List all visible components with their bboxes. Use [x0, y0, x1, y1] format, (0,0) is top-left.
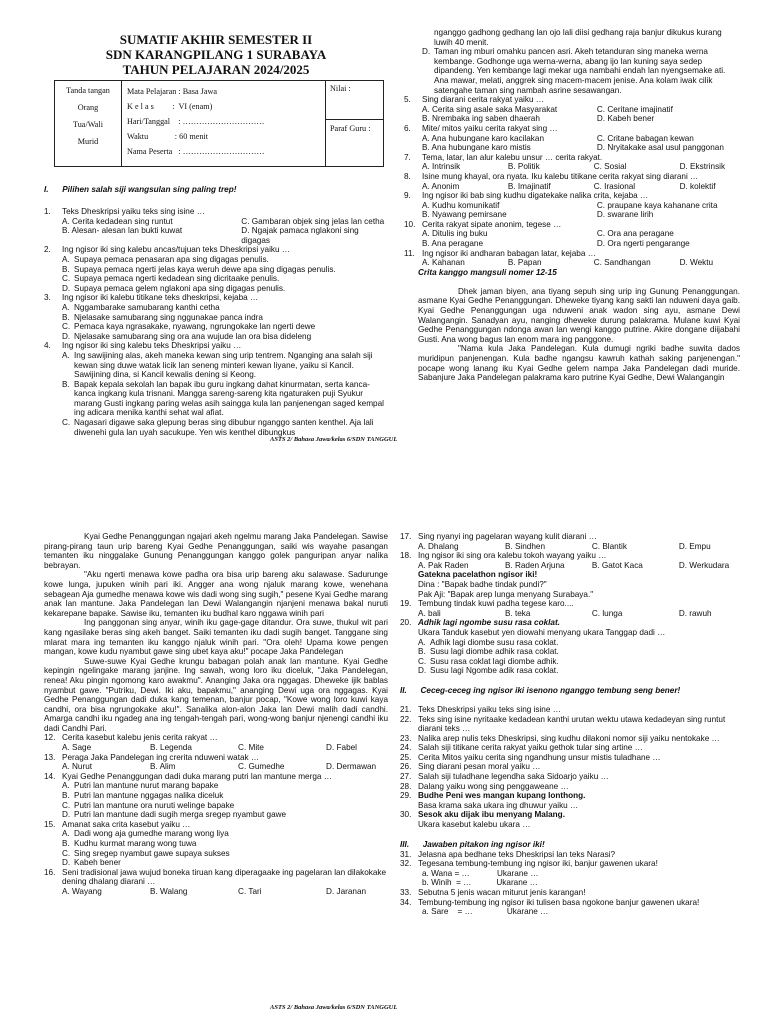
q10-option-a[interactable]: A. Ditulis ing buku [422, 229, 488, 239]
question-6: 6. Mite/ mitos yaiku cerita rakyat sing … A. Ana hubungane karo kacilakan C. Critane babagan kewan B. Ana hubungane karo mistis D. Nryitakake asal usul panggonan [404, 124, 740, 153]
q9-option-b[interactable]: B. Nyawang pemirsane [422, 210, 507, 220]
story-paragraph-4: "Aku ngerti menawa kowe padha ora bisa urip bareng aku salawase. Sadurunge kowe lunga, jupuken winih pari iki. Angger ana wong njaluk marang kowe, wenehana sebagean Aja gumedhe menawa kowe wis dadi wong sing sugih," pesene Kyai Gedhe marang anak lan mantune. Jaka Pandelegan lan Dewi Walangangin njanjeni menawa bakal nuruti kekarepane bapake. Sawise iku, temanten iku budhal karo nggawa winih pari [44, 570, 388, 618]
question-32-item-b: b. Winih = … Ukarane … [422, 878, 538, 888]
question-29-subtext: Basa krama saka ukara ing dhuwur yaiku … [418, 800, 579, 810]
question-34-text: Tembung-tembung ing ngisor iki tulisen basa ngokone banjur gawenen ukara! [418, 897, 700, 907]
q6-option-d[interactable]: D. Nryitakake asal usul panggonan [596, 143, 724, 153]
q15-option-c[interactable]: Sing sregep nyambut gawe supaya sukses [74, 848, 230, 858]
q2-option-a[interactable]: Supaya pemaca penasaran apa sing digagas penulis. [74, 254, 269, 264]
question-16: 16. Seni tradisional jawa wujud boneka tiruan kang diperagaake ing pagelaran lan dilakokake dening dhalang diarani … A. Wayang B. Walang C. Tari D. Jaranan [44, 867, 387, 896]
question-16-text: Seni tradisional jawa wujud boneka tiruan kang diperagaake ing pagelaran lan dilakokake dening dhalang diarani … [62, 867, 387, 887]
q18-option-a[interactable]: A. Pak Raden [418, 560, 469, 570]
q1-option-a[interactable]: A. Cerita kedadean sing runtut [62, 216, 173, 226]
story-heading: Crita kanggo mangsuli nomer 12-15 [418, 267, 557, 277]
question-9-text: Ing ngisor iki bab sing kudhu digatekake nalika crita, kejaba … [422, 191, 649, 201]
q17-option-b[interactable]: B. Sindhen [504, 541, 545, 551]
participant-name-field[interactable]: Nama Peserta : ………………………… [127, 147, 265, 156]
question-19-text: Tembung tindak kuwi padha tegese karo.... [418, 599, 574, 609]
q7-option-c[interactable]: C. Sosial [593, 162, 627, 172]
sign-label-1: Tanda tangan [66, 86, 110, 95]
page2-footer: ASTS 2/ Bahasa Jawa/kelas 6/SDN TANGGUL [270, 1004, 398, 1011]
question-15: 15. Amanat saka crita kasebut yaiku … A. Dadi wong aja gumedhe marang wong liya B. Kudhu kurmat marang wong tuwa C. Sing sregep nyambut gawe supaya sukses D. Kabeh bener [44, 819, 230, 868]
exam-title [44, 32, 388, 77]
q12-option-a[interactable]: A. Sage [62, 743, 92, 753]
section-1-block [44, 185, 388, 437]
q11-option-c[interactable]: C. Sandhangan [593, 258, 651, 268]
q5-option-b[interactable]: B. Nrembaka ing saben dhaerah [422, 114, 540, 124]
q7-option-a[interactable]: A. Intrinsik [422, 162, 461, 172]
section-3-instruction: III. Jawaben pitakon ing ngisor iki! [400, 839, 545, 849]
question-23-text: Nalika arep nulis teks Dheskripsi, sing kudhu dilakoni nomor siji yaiku nentokake … [418, 733, 720, 743]
question-7: 7. Tema, latar, lan alur kalebu unsur … cerita rakyat. A. Intrinsik B. Politik C. Sosial D. Ekstrinsik [404, 152, 726, 172]
q18-option-d[interactable]: D. Werkudara [678, 560, 730, 570]
question-17: 17. Sing nyanyi ing pagelaran wayang kulit diarani … A. Dhalang B. Sindhen C. Blantik D. Empu [400, 532, 711, 551]
q5-option-c[interactable]: C. Ceritane imajinatif [596, 104, 673, 114]
q5-option-a[interactable]: A. Cerita sing asale saka Masyarakat [422, 104, 558, 114]
question-6-text: Mite/ mitos yaiku cerita rakyat sing … [422, 123, 558, 133]
teacher-initial-label: Paraf Guru : [330, 124, 371, 133]
question-30-text: Sesok aku dijak ibu menyang Malang. [418, 810, 565, 820]
q8-option-b[interactable]: B. Imajinatif [507, 181, 551, 191]
section-2-instruction: II. Ceceg-ceceg ing ngisor iki isenono nganggo tembung seng bener! [400, 685, 681, 695]
q8-option-c[interactable]: C. Irasional [593, 181, 636, 191]
question-18: 18. Ing ngisor iki sing ora kalebu tokoh wayang yaiku … A. Pak Raden B. Raden Arjuna B. Gatot Kaca D. Werkudara [400, 551, 730, 570]
question-27-text: Salah siji tuladhane legendha saka Sidoarjo yaiku … [418, 772, 609, 782]
question-10-text: Cerita rakyat sipate anonim, tegese … [422, 219, 562, 229]
q7-option-d[interactable]: D. Ekstrinsik [679, 162, 726, 172]
question-25-text: Cerita Mitos yaiku cerita sing ngandhung unsur mistis tuladhane … [418, 752, 661, 762]
q19-option-c[interactable]: C. lunga [591, 608, 623, 618]
question-30-subtext: Ukara kasebut kalebu ukara … [418, 820, 531, 830]
q19-option-b[interactable]: B. teka [504, 608, 531, 618]
question-20: 20. Adhik lagi ngombe susu rasa coklat. Ukara Tanduk kasebut yen diowahi menyang ukara Tanggap dadi … A. Adhik lagi diombe susu rasa coklat. B. Susu lagi diombe adhik rasa coklat. C. Susu rasa coklat lagi diombe adhik. D. Susu lagi Ngombe adik rasa coklat. [400, 618, 740, 676]
q6-option-a[interactable]: A. Ana hubungane karo kacilakan [422, 133, 544, 143]
question-1: 1. Teks Dheskripsi yaiku teks sing isine … A. Cerita kedadean sing runtut C. Gambaran objek sing jelas lan cetha B. Alesan- alesan lan bukti kuwat D. Ngajak pamaca nglakoni sing digagas [44, 207, 388, 245]
question-31-text: Jelasna apa bedhane teks Dheskripsi lan teks Narasi? [418, 849, 616, 859]
q20-option-b[interactable]: Susu lagi diombe adhik rasa coklat. [430, 647, 559, 657]
q15-option-a[interactable]: Dadi wong aja gumedhe marang wong liya [74, 829, 229, 839]
question-11: 11. Ing ngisor iki andharan babagan latar, kejaba … A. Kahanan B. Papan C. Sandhangan D. Wektu [404, 248, 714, 268]
q12-option-c[interactable]: C. Mite [238, 743, 264, 753]
q15-option-d[interactable]: Kabeh bener [74, 858, 121, 868]
q6-option-c[interactable]: C. Critane babagan kewan [596, 133, 694, 143]
q20-option-c[interactable]: Susu rasa coklat lagi diombe adhik. [430, 656, 559, 666]
question-33-text: Sebutna 5 jenis wacan miturut jenis karangan! [418, 888, 586, 897]
q15-option-b[interactable]: Kudhu kurmat marang wong tuwa [74, 839, 197, 848]
question-7-text: Tema, latar, lan alur kalebu unsur … cerita rakyat. [422, 152, 603, 162]
q3-option-a[interactable]: Nggambarake samubarang kanthi cetha [74, 302, 220, 312]
dialogue-instruction: Gatekna pacelathon ngisor iki! [418, 570, 538, 580]
q9-option-a[interactable]: A. Kudhu komunikatif [422, 200, 500, 210]
story-paragraph-1: Dhek jaman biyen, ana tiyang sepuh sing urip ing Gunung Penanggungan. asmane Kyai Gedhe Penanggungan. Dheweke tiyang kang sakti lan nduweni daya gaib. Kyai Gedhe Penanggungan uga nduweni anak wadon sing ayu, asmane Dewi Walangangin. Sanadyan ayu, nanging dheweke durung palakrama. Mulane kuwi Kyai Gedhe Penanggungan ndonga awan lan wengi kanggo putrine. Akire dongane diijabahi Gusti. Ana wong bagus lan enom mara ing panggone. [418, 286, 740, 344]
question-29-text: Budhe Peni wes mangan kupang lonthong. [418, 791, 586, 801]
q18-option-b[interactable]: B. Raden Arjuna [504, 560, 565, 570]
q4-option-b[interactable]: Bapak kepala sekolah lan bapak ibu guru ingkang dahat kinurmatan, serta kanca-kanca ingkang kula trisnani. Mangga sareng-sareng kita ngaturaken puji Syukur marang Gusti ingkang paring welas asih saingga kula lan panjenengan saged kempal ing adicara menika kanthi sehat wal afiat. [74, 379, 384, 418]
q16-option-a[interactable]: A. Wayang [62, 886, 102, 896]
score-label: Nilai : [330, 84, 351, 93]
q9-option-d[interactable]: D. swarane lirih [596, 210, 654, 220]
time-field: Waktu : 60 menit [127, 132, 208, 141]
q17-option-a[interactable]: A. Dhalang [418, 541, 459, 551]
title-line-2: SDN KARANGPILANG 1 SURABAYA [105, 47, 327, 62]
sign-label-3: Tua/Wali [73, 120, 103, 129]
q14-option-d[interactable]: Putri lan mantune dadi sugih merga sregep nyambut gawe [74, 810, 287, 820]
q11-option-b[interactable]: B. Papan [507, 258, 542, 268]
q16-option-c[interactable]: C. Tari [238, 886, 262, 896]
score-column [325, 81, 384, 166]
q3-option-c[interactable]: Pemaca kaya ngrasakake, nyawang, ngrungokake lan ngerti dewe [74, 322, 316, 332]
q3-option-d[interactable]: Njelasake samubarang sing ora ana wujude lan ora bisa dideleng [74, 331, 312, 341]
page-2 [0, 512, 768, 1024]
q14-option-c[interactable]: Putri lan mantune ora nuruti welinge bapake [74, 800, 235, 810]
question-15-text: Amanat saka crita kasebut yaiku … [62, 819, 191, 829]
story-paragraph-3: Kyai Gedhe Penanggungan ngajari akeh ngelmu marang Jaka Pandelegan. Sawise pirang-pirang taun urip bareng Kyai Gedhe Penanggungan, saiki wis wayahe pasangan temanten iku ninggalake Gunung Penanggungan kanggo golek panguripan anyar nalika bebrayan. [44, 532, 388, 570]
q18-option-c[interactable]: B. Gatot Kaca [591, 560, 643, 570]
question-19: 19. Tembung tindak kuwi padha tegese karo.... A. bali B. teka C. lunga D. rawuh [400, 599, 712, 618]
sign-label-4: Murid [77, 137, 99, 146]
q3-option-b[interactable]: Njelasake samubarang sing nggunakae panca indra [74, 312, 263, 322]
question-13: 13. Peraga Jaka Pandelegan ing crerita nduweni watak … A. Nurut B. Alim C. Gumedhe D. Dermawan [44, 752, 377, 772]
question-11-text: Ing ngisor iki andharan babagan latar, kejaba … [422, 248, 596, 258]
story-paragraph-2: "Nama kula Jaka Pandelegan. Kula dumugi ngriki badhe suwita dados muridipun panjenengan. Kula badhe ngangsu kawruh kathah saking panjenengan." pocape wong lanang iku Kyai Gedhe gelem nampa Jaka Pandelegan dadi muride. Sabanjure Jaka Pandelegan palakrama karo putrine Kyai Gedhe, Dewi Walangangin [418, 344, 740, 383]
question-10: 10. Cerita rakyat sipate anonim, tegese … A. Ditulis ing buku C. Ora ana peragane B. Ana peragane D. Ora ngerti pengarange [404, 220, 740, 249]
q13-option-b[interactable]: B. Alim [150, 762, 176, 772]
q1-option-c[interactable]: C. Gambaran objek sing jelas lan cetha [241, 216, 385, 226]
q14-option-a[interactable]: Putri lan mantune nurut marang bapake [74, 781, 219, 791]
subject-field: Mata Pelajaran : Basa Jawa [127, 87, 218, 96]
question-8-text: Isine mung khayal, ora nyata. Iku kalebu titikane cerita rakyat sing diarani … [422, 171, 699, 181]
question-21-text: Teks Dheskripsi yaiku teks sing isine … [418, 704, 561, 714]
q11-option-a[interactable]: A. Kahanan [422, 258, 465, 268]
question-8: 8. Isine mung khayal, ora nyata. Iku kalebu titikane cerita rakyat sing diarani … A. Anonim B. Imajinatif C. Irasional D. kolektif [404, 171, 716, 191]
question-5: 5. Sing diarani cerita rakyat yaiku … A. Cerita sing asale saka Masyarakat C. Ceritane imajinatif B. Nrembaka ing saben dhaerah D. Kabeh bener [404, 95, 740, 124]
q20-option-a[interactable]: Adhik lagi diombe susu rasa coklat. [430, 637, 559, 647]
page1-footer: ASTS 2/ Bahasa Jawa/kelas 6/SDN TANGGUL [270, 436, 398, 443]
story-paragraph-6: Suwe-suwe Kyai Gedhe krungu babagan polah anak lan mantune. Kyai Gedhe kepingin ngelingake marang janjine. Ing sawah, wong loro iku diceluk, "Jaka Pandelegan, renea! Aku pingin ngomong karo awakmu". Ananging Jaka ora nggagas. Dheweke ijik bablas nyambut gawe. "Putriku, Dewi. Iki aku, bapakmu," ananging Dewi uga ora nggagas. Kyai Gedhe Penanggungan dadi duka kang temenan, banjur pocap, "Kowe wong loro kuwi kaya candhi, ora bisa ngrungokake aku!". Sanalika alon-alon Jaka lan Dewi malih dadi candhi. Amarga candhi iku ngadeg ana ing tengah-tengah pari, wong-wong banjur njenengi candhi iku dadi Candhi Pari. [44, 656, 388, 733]
q2-option-d[interactable]: Supaya pemaca gelem nglakoni apa sing digagas penulis. [74, 283, 286, 293]
q10-option-c[interactable]: C. Ora ana peragane [596, 229, 674, 239]
q1-option-b[interactable]: B. Alesan- alesan lan bukti kuwat [62, 226, 183, 236]
page2-right-content: 17. Sing nyanyi ing pagelaran wayang kulit diarani … A. Dhalang B. Sindhen C. Blantik D. Empu 18. Ing ngisor iki sing ora kalebu tokoh wayang yaiku … A. Pak Raden B. Raden Arjuna B. Gatot Kaca D. Werkudara Gatekna pacelathon ngisor iki! Dina : "Bapak badhe tindak pundi?" Pak Aji: "Bapak arep lunga menyang Surabaya." 19. Tembung tindak kuwi padha tegese karo.... A. bali B. teka C. lunga D. rawuh 20. Adhik lagi ngombe susu rasa coklat. Ukara Tanduk kasebut yen diowahi menyang ukara Tanggap dadi … A. Adhik lagi diombe susu rasa coklat. B. Susu lagi diombe adhik rasa coklat. C. Susu rasa coklat lagi diombe adhik. D. Susu lagi Ngombe adik rasa coklat. II. Ceceg-ceceg ing ngisor iki isenono nganggo tembung seng bener! 21. Teks Dheskripsi yaiku teks sing isine … 22. Teks sing isine nyritaake kedadean kanthi urutan wektu utawa kedadeyan sing runtut diarani teks … 23. Nalika arep nulis teks Dheskripsi, sing kudhu dilakoni nomor siji yaiku nentokake … 24. Salah siji titikane cerita rakyat yaiku gethok tular sing artine … 25. Cerita Mitos yaiku cerita sing ngandhung unsur mistis tuladhane … 26. Sing diarani pesan moral yaiku … 27. Salah siji tuladhane legendha saka Sidoarjo yaiku … 28. Dalang yaiku wong sing penggaweane … 29. Budhe Peni wes mangan kupang lonthong. Basa krama saka ukara ing dhuwur yaiku … 30. Sesok aku dijak ibu menyang Malang. Ukara kasebut kalebu ukara … III. Jawaben pitakon ing ngisor iki! 31. Jelasna apa bedhane teks Dheskripsi lan teks Narasi? 32. Tegesana tembung-tembung ing ngisor iki, banjur gawenen ukara! a. Wana = … Ukarane … b. Winih = … Ukarane … 33. Sebutna 5 jenis wacan miturut jenis karangan! 34. Tembung-tembung ing ngisor iki tulisen basa ngokone banjur gawenen ukara! a. Sare = … Ukarane … [400, 532, 740, 917]
parent-signature-cell [55, 81, 122, 166]
sign-label-2: Orang [77, 103, 99, 112]
question-24-text: Salah siji titikane cerita rakyat yaiku gethok tular sing artine … [418, 743, 643, 753]
q5-option-d[interactable]: D. Kabeh bener [596, 114, 655, 124]
q19-option-a[interactable]: A. bali [418, 608, 441, 618]
page1-right-content: nganggo gadhong gedhang lan ojo lali diisi gedhang raja banjur dikukus kurang luwih 40 menit. D. Taman ing mburi omahku pancen asri. Akeh tetanduran sing maneka werna kembange. Godhonge uga werna-werna, abang ijo lan kuning saya sedep dipandeng. Yen kembange lagi mekar uga nambahi endah lan nyengsemake ati. Ana mawar, melati, anggrek sing macem-macem jenise. Ana kolam iwak cilik satengahe taman sing nambah asrine sesawangan. 5. Sing diarani cerita rakyat yaiku … A. Cerita sing asale saka Masyarakat C. Ceritane imajinatif B. Nrembaka ing saben dhaerah D. Kabeh bener 6. Mite/ mitos yaiku cerita rakyat sing … A. Ana hubungane karo kacilakan C. Critane babagan kewan B. Ana hubungane karo mistis D. Nryitakake asal usul panggonan 7. Tema, latar, lan alur kalebu unsur … cerita rakyat. A. Intrinsik B. Politik C. Sosial D. Ekstrinsik 8. Isine mung khayal, ora nyata. Iku kalebu titikane cerita rakyat sing diarani … A. Anonim B. Imajinatif C. Irasional D. kolektif 9. Ing ngisor iki bab sing kudhu digatekake nalika crita, kejaba … A. Kudhu komunikatif C. praupane kaya kahanane crita B. Nyawang pemirsane D. swarane lirih 10. Cerita rakyat sipate anonim, tegese … A. Ditulis ing buku C. Ora ana peragane B. Ana peragane D. Ora ngerti pengarange 11. Ing ngisor iki andharan babagan latar, kejaba … A. Kahanan B. Papan C. Sandhangan D. Wektu Crita kanggo mangsuli nomer 12-15 Dhek jaman biyen, ana tiyang sepuh sing urip ing Gunung Penanggungan. asmane Kyai Gedhe Penanggungan. Dheweke tiyang kang sakti lan nduweni daya gaib. Kyai Gedhe Penanggungan uga nduweni anak wadon sing ayu, asmane Dewi Walangangin. Sanadyan ayu, nanging dheweke durung palakrama. Mulane kuwi Kyai Gedhe Penanggungan ndonga awan lan wengi kanggo putrine. Akire dongane diijabahi Gusti. Ana wong bagus lan enom mara ing panggone. "Nama kula Jaka Pandelegan. Kula dumugi ngriki badhe suwita dados muridipun panjenengan. Kula badhe ngangsu kawruh kathah saking panjenengan." pocape wong lanang iku Kyai Gedhe gelem nampa Jaka Pandelegan dadi muride. Sabanjure Jaka Pandelegan palakrama karo putrine Kyai Gedhe, Dewi Walangangin [404, 28, 740, 383]
question-2-text: Ing ngisor iki sing kalebu ancas/tujuan teks Dheskripsi yaiku … [62, 245, 290, 255]
question-4-text: Ing ngisor iki sing kalebu teks Dheskripsi yaiku … [62, 341, 242, 351]
question-22-text: Teks sing isine nyritaake kedadean kanthi urutan wektu utawa kedadeyan sing runtut diarani teks … [418, 714, 726, 734]
question-18-text: Ing ngisor iki sing ora kalebu tokoh wayang yaiku … [418, 551, 607, 561]
section-1-instruction: I. Pilihen salah siji wangsulan sing paling trep! [44, 185, 237, 194]
q13-option-c[interactable]: C. Gumedhe [238, 762, 285, 772]
q17-option-d[interactable]: D. Empu [678, 541, 711, 551]
question-26-text: Sing diarani pesan moral yaiku … [418, 762, 541, 772]
dialogue-line-2: Pak Aji: "Bapak arep lunga menyang Surabaya." [418, 589, 594, 599]
identity-box [54, 80, 384, 167]
question-3: 3. Ing ngisor iki kalebu titikane teks dheskripsi, kejaba … A. Nggambarake samubarang kanthi cetha B. Njelasake samubarang sing nggunakae panca indra C. Pemaca kaya ngrasakake, nyawang, ngrungokake lan ngerti dewe D. Njelasake samubarang sing ora ana wujude lan ora bisa dideleng [44, 293, 316, 341]
identity-fields [127, 84, 307, 159]
question-12: 12. Cerita kasebut kalebu jenis cerita rakyat … A. Sage B. Legenda C. Mite D. Fabel [44, 733, 357, 753]
question-20-text: Adhik lagi ngombe susu rasa coklat. [418, 618, 560, 628]
q19-option-d[interactable]: D. rawuh [678, 608, 712, 618]
q12-option-d[interactable]: D. Fabel [326, 743, 357, 753]
title-line-3: TAHUN PELAJARAN 2024/2025 [122, 62, 310, 77]
question-14-text: Kyai Gedhe Penanggungan dadi duka marang putri lan mantune merga … [62, 771, 332, 781]
question-3-text: Ing ngisor iki kalebu titikane teks dheskripsi, kejaba … [62, 293, 259, 303]
question-1-text: Teks Dheskripsi yaiku teks sing isine … [62, 207, 205, 216]
q13-option-a[interactable]: A. Nurut [62, 762, 93, 772]
q8-option-a[interactable]: A. Anonim [422, 181, 460, 191]
question-17-text: Sing nyanyi ing pagelaran wayang kulit diarani … [418, 532, 597, 541]
q20-option-d[interactable]: Susu lagi Ngombe adik rasa coklat. [430, 666, 559, 676]
q4-option-d[interactable]: Taman ing mburi omahku pancen asri. Akeh tetanduran sing maneka werna kembange. Godhonge uga werna-werna, abang ijo lan kuning saya sedep dipandeng. Yen kembange lagi mekar uga nambahi endah lan nyengsemake ati. Ana mawar, melati, anggrek sing macem-macem jenise. Ana kolam iwak cilik satengahe taman sing nambah asrine sesawangan. [434, 47, 726, 95]
question-14: 14. Kyai Gedhe Penanggungan dadi duka marang putri lan mantune merga … A. Putri lan mantune nurut marang bapake B. Putri lan mantune nggagas nalika diceluk C. Putri lan mantune ora nuruti welinge bapake D. Putri lan mantune dadi sugih merga sregep nyambut gawe [44, 771, 332, 820]
question-9: 9. Ing ngisor iki bab sing kudhu digatekake nalika crita, kejaba … A. Kudhu komunikatif C. praupane kaya kahanane crita B. Nyawang pemirsane D. swarane lirih [404, 191, 740, 220]
q8-option-d[interactable]: D. kolektif [679, 181, 716, 191]
q4-option-a[interactable]: Ing sawijining alas, akeh maneka kewan sing urip tentrem. Nganging ana salah siji kewan sing duwe watak licik lan seneng minteri kewan liyane, yaiku si Kancil. Sawijining dina, si Kancil kewalis dening si Keong. [74, 350, 373, 380]
question-28-text: Dalang yaiku wong sing penggaweane … [418, 781, 569, 791]
question-34-item-a: a. Sare = … Ukarane … [422, 907, 549, 917]
q10-option-d[interactable]: D. Ora ngerti pengarange [596, 239, 690, 249]
q13-option-d[interactable]: D. Dermawan [326, 762, 377, 772]
page2-left-content [44, 532, 388, 897]
q6-option-b[interactable]: B. Ana hubungane karo mistis [422, 143, 531, 153]
q4-option-c[interactable]: Nagasari digawe saka glepung beras sing dibubur nganggo santen kenthel. Aja lali diwenehi gula lan uyah sacukupe. Yen wis kenthel dibungkus [74, 418, 374, 437]
q16-option-d[interactable]: D. Jaranan [326, 886, 367, 896]
q14-option-b[interactable]: Putri lan mantune nggagas nalika diceluk [74, 791, 224, 801]
class-field: K e l a s : VI (enam) [127, 102, 213, 111]
q7-option-b[interactable]: B. Politik [507, 162, 540, 172]
story-paragraph-5: Ing panggonan sing anyar, winih iku gage-gage ditandur. Ora suwe, thukul wit pari kang ngasilake beras sing akeh banget. Saiki temanten iku dadi sugih banget. Tanggane sing mlarat mara ing temanten iku kanggo njaluk winih pari. "Ora oleh! Upama kowe pengen mangan, kowe kudu nyambut gawe sing ubet kaya aku!" pocape Jaka Pandelegan [44, 618, 388, 657]
question-5-text: Sing diarani cerita rakyat yaiku … [422, 95, 544, 105]
q2-option-b[interactable]: Supaya pemaca ngerti jelas kaya weruh dewe apa sing digagas penulis. [74, 264, 336, 274]
question-4: 4. Ing ngisor iki sing kalebu teks Dheskripsi yaiku … A. Ing sawijining alas, akeh maneka kewan sing urip tentrem. Nganging ana salah siji kewan sing duwe watak licik lan seneng minteri kewan liyane, yaiku si Kancil. Sawijining dina, si Kancil kewalis dening si Keong. B. Bapak kepala sekolah lan bapak ibu guru ingkang dahat kinurmatan, serta kanca-kanca ingkang kula trisnani. Mangga sareng-sareng kita ngaturaken puji Syukur marang Gusti ingkang paring welas asih saingga kula lan panjenengan saged kempal ing adicara menika kanthi sehat wal afiat. C. Nagasari digawe saka glepung beras sing dibubur nganggo santen kenthel. Aja lali diwenehi gula lan uyah sacukupe. Yen wis kenthel dibungkus [44, 341, 384, 437]
q4-option-c-continued: nganggo gadhong gedhang lan ojo lali diisi gedhang raja banjur dikukus kurang luwih 40 menit. [434, 28, 722, 47]
date-field[interactable]: Hari/Tanggal : ………………………… [127, 117, 265, 126]
q10-option-b[interactable]: B. Ana peragane [422, 239, 484, 249]
q11-option-d[interactable]: D. Wektu [679, 258, 714, 268]
q9-option-c[interactable]: C. praupane kaya kahanane crita [596, 200, 718, 210]
question-20-subtext: Ukara Tanduk kasebut yen diowahi menyang ukara Tanggap dadi … [418, 627, 666, 637]
q16-option-b[interactable]: B. Walang [150, 886, 188, 896]
dialogue-line-1: Dina : "Bapak badhe tindak pundi?" [418, 579, 547, 589]
q12-option-b[interactable]: B. Legenda [150, 743, 192, 753]
question-32-item-a: a. Wana = … Ukarane … [422, 868, 539, 878]
question-2: 2. Ing ngisor iki sing kalebu ancas/tujuan teks Dheskripsi yaiku … A. Supaya pemaca penasaran apa sing digagas penulis. B. Supaya pemaca ngerti jelas kaya weruh dewe apa sing digagas penulis. C. Supaya pemaca ngerti kedadean sing dicritaake penulis. D. Supaya pemaca gelem nglakoni apa sing digagas penulis. [44, 245, 336, 293]
q17-option-c[interactable]: C. Blantik [591, 541, 627, 551]
question-12-text: Cerita kasebut kalebu jenis cerita rakyat … [62, 733, 218, 743]
question-13-text: Peraga Jaka Pandelegan ing crerita nduweni watak … [62, 752, 260, 762]
q2-option-c[interactable]: Supaya pemaca ngerti kedadean sing dicritaake penulis. [74, 274, 280, 284]
score-divider [326, 119, 384, 120]
question-32-text: Tegesana tembung-tembung ing ngisor iki, banjur gawenen ukara! [418, 859, 658, 869]
title-line-1: SUMATIF AKHIR SEMESTER II [119, 32, 313, 47]
q1-option-d[interactable]: D. Ngajak pamaca nglakoni sing digagas [241, 226, 359, 245]
